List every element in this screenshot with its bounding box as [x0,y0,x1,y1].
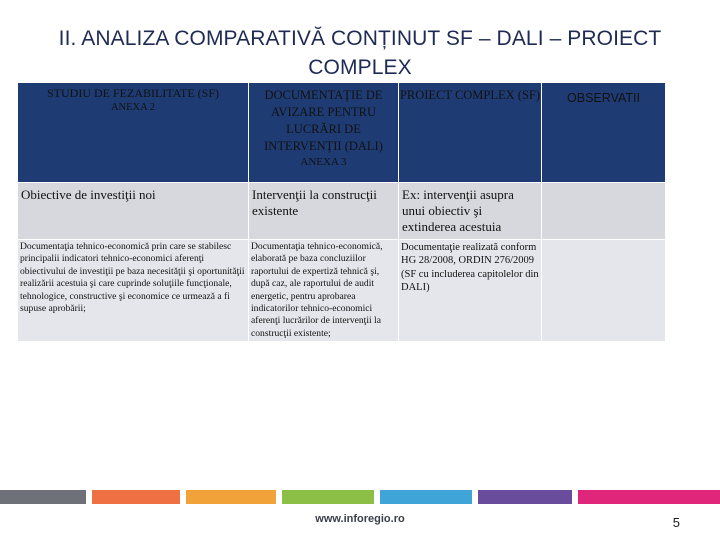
cell-observatii [542,240,666,342]
cell-sf: Obiective de investiţii noi [18,183,249,240]
cell-dali: Documentaţia tehnico-economică, elaborată pe baza concluziilor raportului de expertiză tehnică şi, după caz, ale raportului de audit energetic, pentru aprobarea indicatorilor tehnico-economici aferenţi lucrărilor de intervenţii la construcţii existente; [249,240,399,342]
cell-sf: Documentaţia tehnico-economică prin care se stabilesc principalii indicatori tehnico-economici aferenţi obiectivului de investiţii pe baza necesităţii şi oportunităţii realizării acestuia şi care cuprinde soluţiile funcţionale, tehnologice, constructive şi economice ce urmează a fi supuse aprobării; [18,240,249,342]
stripe-purple [478,490,572,504]
cell-observatii [542,183,666,240]
header-sf-label: STUDIU DE FEZABILITATE (SF) [46,86,220,100]
slide-title: II. ANALIZA COMPARATIVĂ CONȚINUT SF – DALI – PROIECT COMPLEX [58,27,662,79]
header-complex [399,83,542,183]
cell-complex: Ex: intervenţii asupra unui obiectiv şi extinderea acestuia [399,183,542,240]
table-row [18,240,666,342]
page-number: 5 [672,515,680,530]
stripe-blue [380,490,472,504]
header-sf-annex: ANEXA 2 [110,102,156,113]
header-row [18,83,666,183]
cell-dali: Intervenţii la construcţii existente [249,183,399,240]
cell-complex: Documentaţie realizată conform HG 28/2008, ORDIN 276/2009 (SF cu includerea capitolelor din DALI) [399,240,542,342]
header-dali-annex: ANEXA 3 [300,156,347,168]
stripe-amber [186,490,276,504]
footer-url[interactable]: www.inforegio.ro [315,513,405,525]
stripe-orange [92,490,180,504]
header-complex-label: PROIECT COMPLEX (SF) [399,88,541,102]
header-observatii [542,83,666,183]
stripe-gray [0,490,86,504]
comparison-table [17,82,666,342]
header-dali [249,83,399,183]
stripe-magenta [578,490,720,504]
header-sf [18,83,249,183]
header-observatii-label: OBSERVATII [567,91,640,105]
header-dali-label: DOCUMENTAŢIE DE AVIZARE PENTRU LUCRĂRI DE INTERVENŢII (DALI) [264,88,383,153]
table-row [18,183,666,240]
stripe-green [282,490,374,504]
